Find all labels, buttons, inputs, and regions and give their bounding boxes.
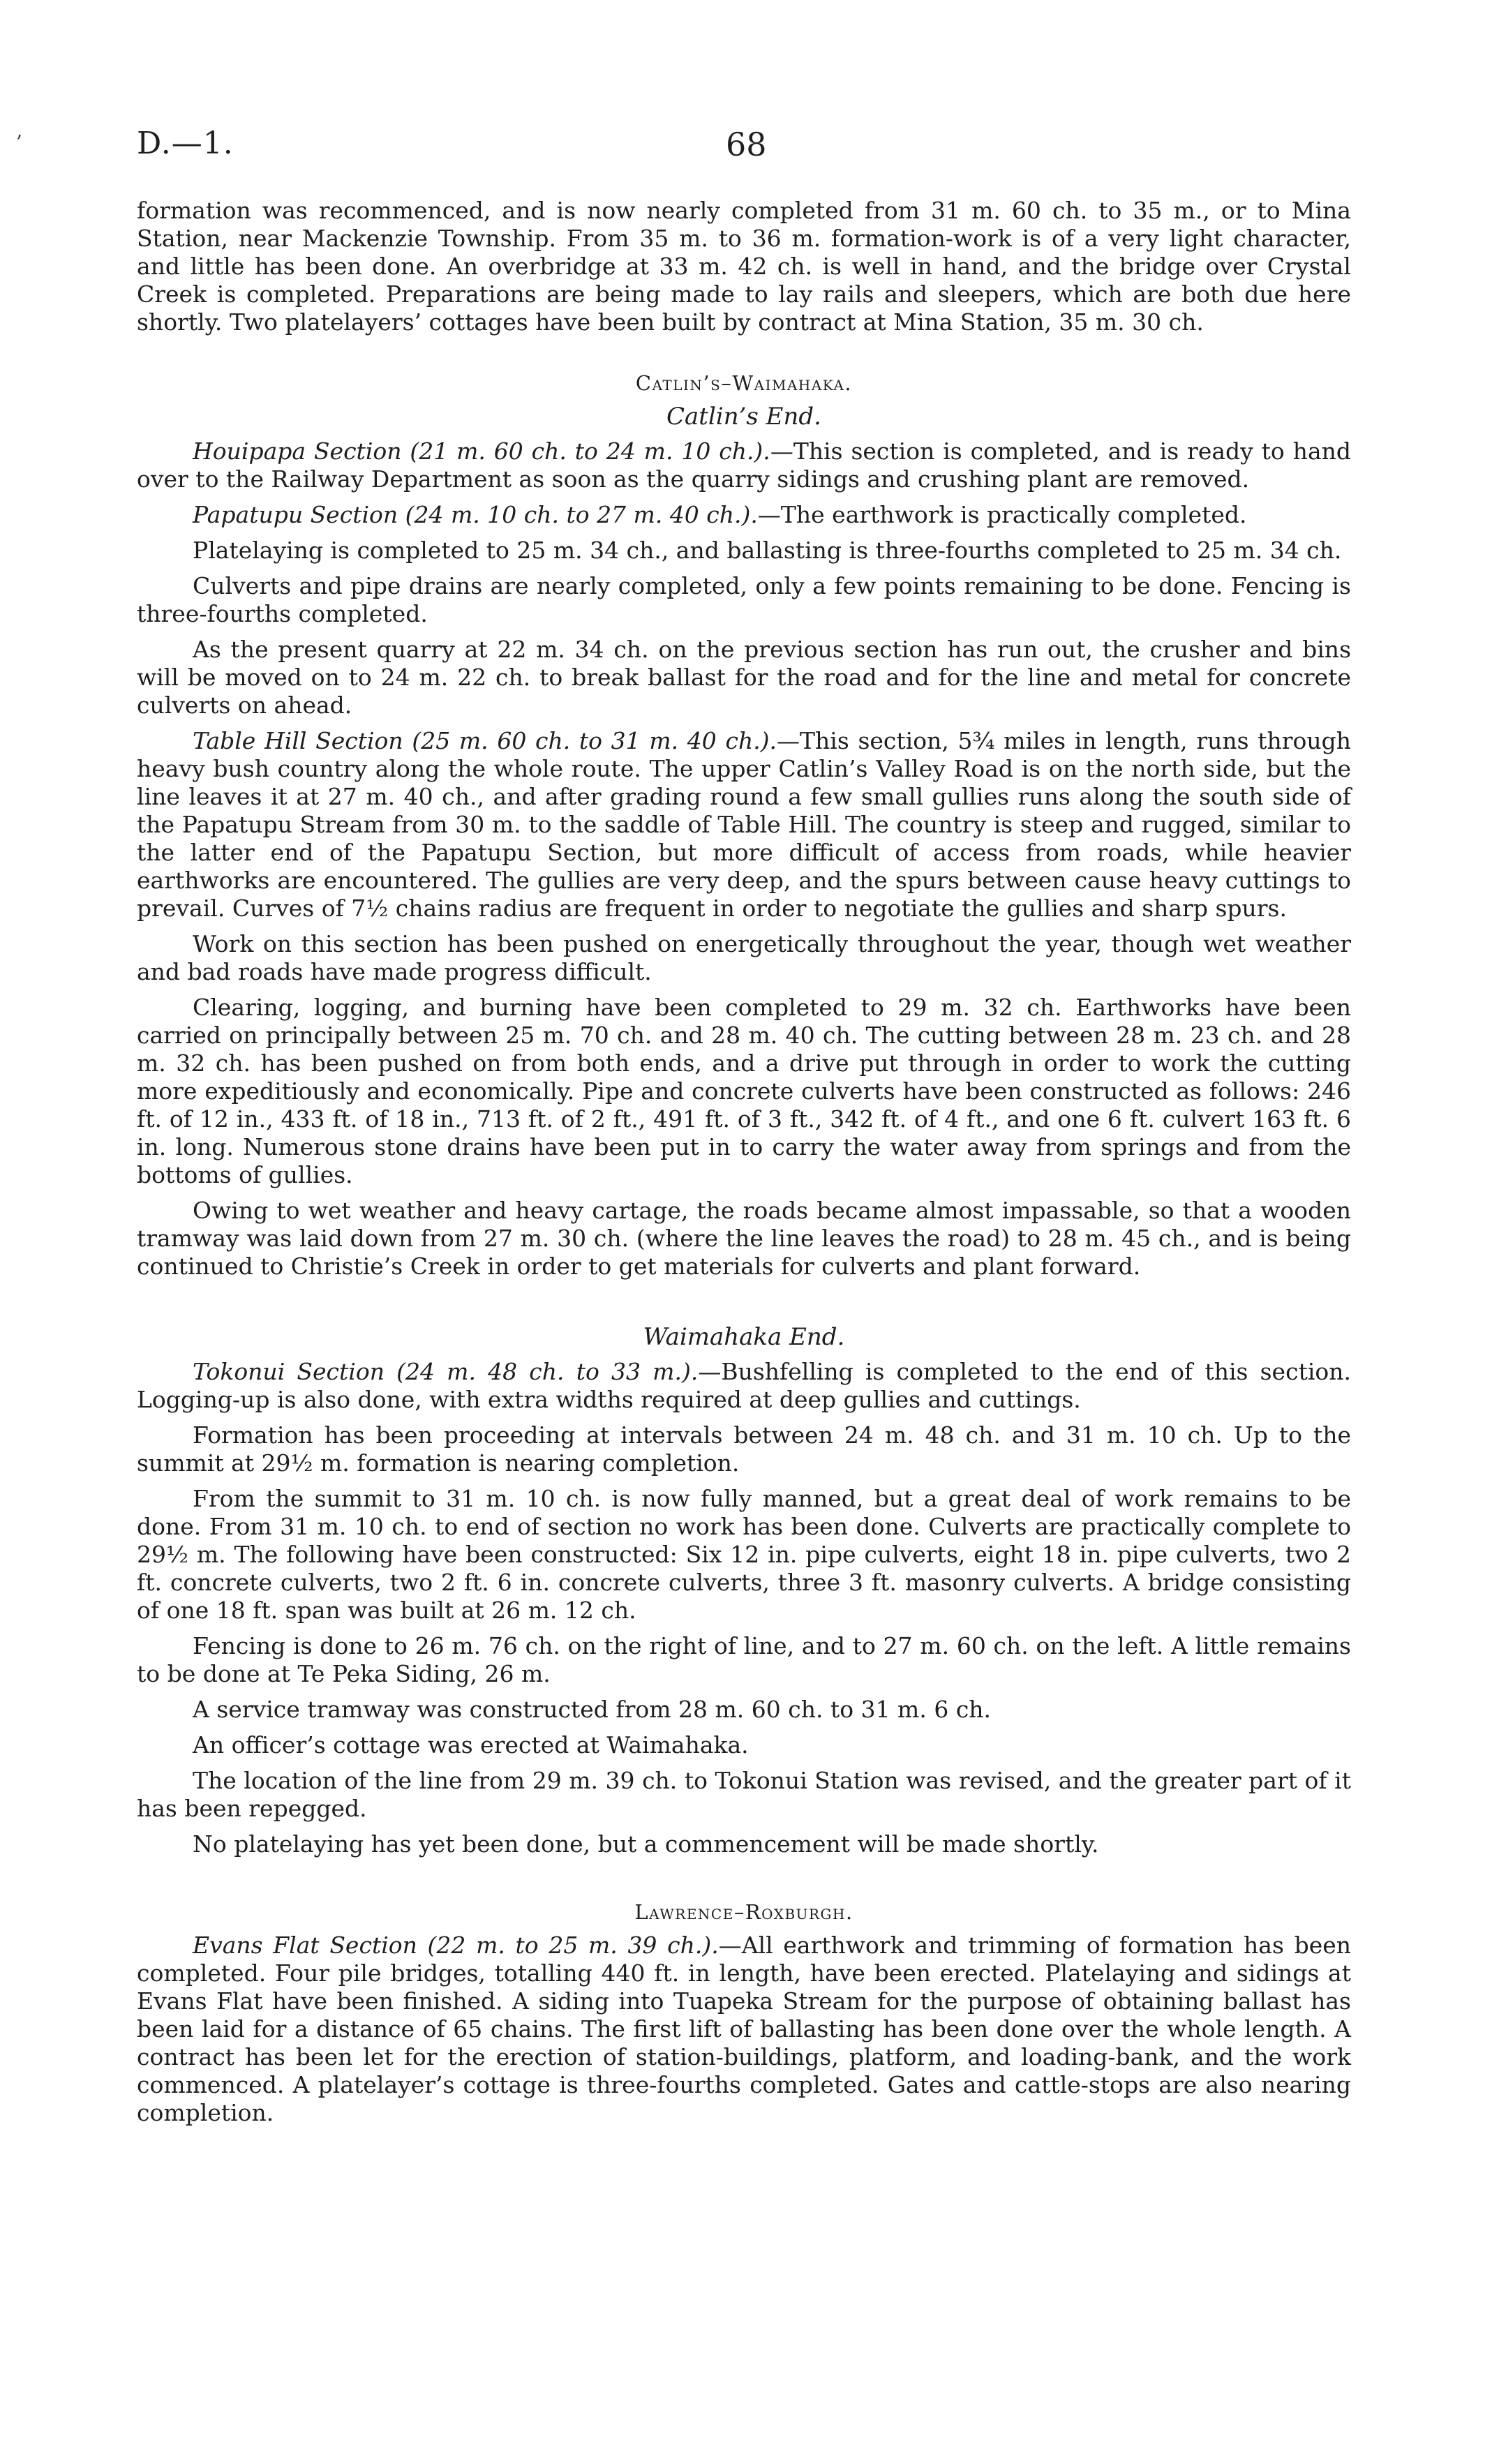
tokonui-paragraph-3: From the summit to 31 m. 10 ch. is now fully manned, but a great deal of work remains to be done. From 31 m. 10 ch. to end of section no work has been done. Culverts are practically complete to 29½ m. The following have been constructed: Six 12 in. pipe culverts, eight 18 in. pipe culverts, two 2 ft. concrete culverts, two 2 ft. 6 in. concrete culverts, three 3 ft. masonry culverts. A bridge consisting of one 18 ft. span was built at 26 m. 12 ch. [137,1485,1351,1624]
subheading-catlins-end: Catlin’s End. [666,403,821,431]
papatupu-paragraph-3: Culverts and pipe drains are nearly completed, only a few points remaining to be done. Fencing is three-fourths completed. [137,572,1351,627]
margin-mark: ʼ [15,131,22,154]
evans-flat-paragraph [137,1932,1351,2127]
evans-flat-text: —All earthwork and trimming of formation has been completed. Four pile bridges, totalling 440 ft. in length, have been erected. Platelaying and sidings at Evans Flat have been finished. A siding into Tuapeka Stream for the purpose of obtaining ballast has been laid for a distance of 65 chains. The first lift of ballasting has been done over the whole length. A contract has been let for the erection of station-buildings, platform, and loading-bank, and the work commenced. A platelayer’s cottage is three-fourths completed. Gates and cattle-stops are also nearing completion. [137,1932,1352,2126]
intro-paragraph: formation was recommenced, and is now nearly completed from 31 m. 60 ch. to 35 m., or to Mina Station, near Mackenzie Township. From 35 m. to 36 m. formation-work is of a very light character, and little has been done. An overbridge at 33 m. 42 ch. is well in hand, and the bridge over Crystal Creek is completed. Preparations are being made to lay rails and sleepers, which are both due here shortly. Two platelayers’ cottages have been built by contract at Mina Station, 35 m. 30 ch. [137,197,1351,336]
table-hill-paragraph-4: Owing to wet weather and heavy cartage, the roads became almost impassable, so that a wooden tramway was laid down from 27 m. 30 ch. (where the line leaves the road) to 28 m. 45 ch., and is being continued to Christie’s Creek in order to get materials for culverts and plant forward. [137,1197,1351,1280]
papatupu-paragraph-4: As the present quarry at 22 m. 34 ch. on the previous section has run out, the crusher and bins will be moved on to 24 m. 22 ch. to break ballast for the road and for the line and metal for concrete culverts on ahead. [137,636,1351,719]
houipapa-title: Houipapa Section (21 m. 60 ch. to 24 m. 10 ch.). [193,438,770,465]
table-hill-paragraph-3: Clearing, logging, and burning have been completed to 29 m. 32 ch. Earthworks have been carried on principally between 25 m. 70 ch. and 28 m. 40 ch. The cutting between 28 m. 23 ch. and 28 m. 32 ch. has been pushed on from both ends, and a drive put through in order to work the cutting more expeditiously and economically. Pipe and concrete culverts have been constructed as follows: 246 ft. of 12 in., 433 ft. of 18 in., 713 ft. of 2 ft., 491 ft. of 3 ft., 342 ft. of 4 ft., and one 6 ft. culvert 163 ft. 6 in. long. Numerous stone drains have been put in to carry the water away from springs and from the bottoms of gullies. [137,994,1351,1188]
subheading-waimahaka-end: Waimahaka End. [643,1323,845,1351]
document-code: D.—1. [137,126,234,161]
table-hill-paragraph [137,727,1351,923]
houipapa-text: —This section is completed, and is ready to hand over to the Railway Department as soon as the quarry sidings and crushing plant are removed. [137,438,1351,493]
tokonui-text: —Bushfelling is completed to the end of this section. Logging-up is also done, with extra widths required at deep gullies and cuttings. [137,1358,1351,1413]
tokonui-paragraph-6: An officer’s cottage was erected at Waimahaka. [193,1731,749,1759]
table-hill-text: —This section, 5¾ miles in length, runs through heavy bush country along the whole route. The upper Catlin’s Valley Road is on the north side, but the line leaves it at 27 m. 40 ch., and after grading round a few small gullies runs along the south side of the Papatupu Stream from 30 m. to the saddle of Table Hill. The country is steep and rugged, similar to the latter end of the Papatupu Section, but more difficult of access from roads, while heavier earthworks are encountered. The gullies are very deep, and the spurs between cause heavy cuttings to prevail. Curves of 7½ chains radius are frequent in order to negotiate the gullies and sharp spurs. [137,727,1351,922]
table-hill-title: Table Hill Section (25 m. 60 ch. to 31 m. 40 ch.). [193,727,777,754]
papatupu-paragraph-2: Platelaying is completed to 25 m. 34 ch., and ballasting is three-fourths completed to 25 m. 34 ch. [193,537,1342,564]
tokonui-paragraph [137,1358,1351,1414]
papatupu-paragraph [137,501,1351,529]
papatupu-text: —The earthwork is practically completed. [757,501,1247,528]
tokonui-paragraph-4: Fencing is done to 26 m. 76 ch. on the right of line, and to 27 m. 60 ch. on the left. A little remains to be done at Te Peka Siding, 26 m. [137,1632,1351,1687]
papatupu-title: Papatupu Section (24 m. 10 ch. to 27 m. 40 ch.). [193,501,758,528]
tokonui-paragraph-7: The location of the line from 29 m. 39 ch. to Tokonui Station was revised, and the greater part of it has been repegged. [137,1767,1351,1822]
tokonui-paragraph-2: Formation has been proceeding at intervals between 24 m. 48 ch. and 31 m. 10 ch. Up to the summit at 29½ m. formation is nearing completion. [137,1421,1351,1477]
houipapa-paragraph [137,438,1351,493]
tokonui-paragraph-8: No platelaying has yet been done, but a commencement will be made shortly. [193,1830,1099,1858]
section-heading-lawrence: Lawrence–Roxburgh. [634,1900,853,1924]
page-number: 68 [726,126,767,163]
main-text [137,197,1351,2135]
section-heading-catlins: Catlin’s–Waimahaka. [635,371,853,395]
table-hill-paragraph-2: Work on this section has been pushed on energetically throughout the year, though wet weather and bad roads have made progress difficult. [137,930,1351,985]
tokonui-title: Tokonui Section (24 m. 48 ch. to 33 m.). [193,1358,699,1385]
tokonui-paragraph-5: A service tramway was constructed from 28 m. 60 ch. to 31 m. 6 ch. [193,1696,992,1723]
evans-flat-title: Evans Flat Section (22 m. to 25 m. 39 ch.). [193,1932,719,1959]
